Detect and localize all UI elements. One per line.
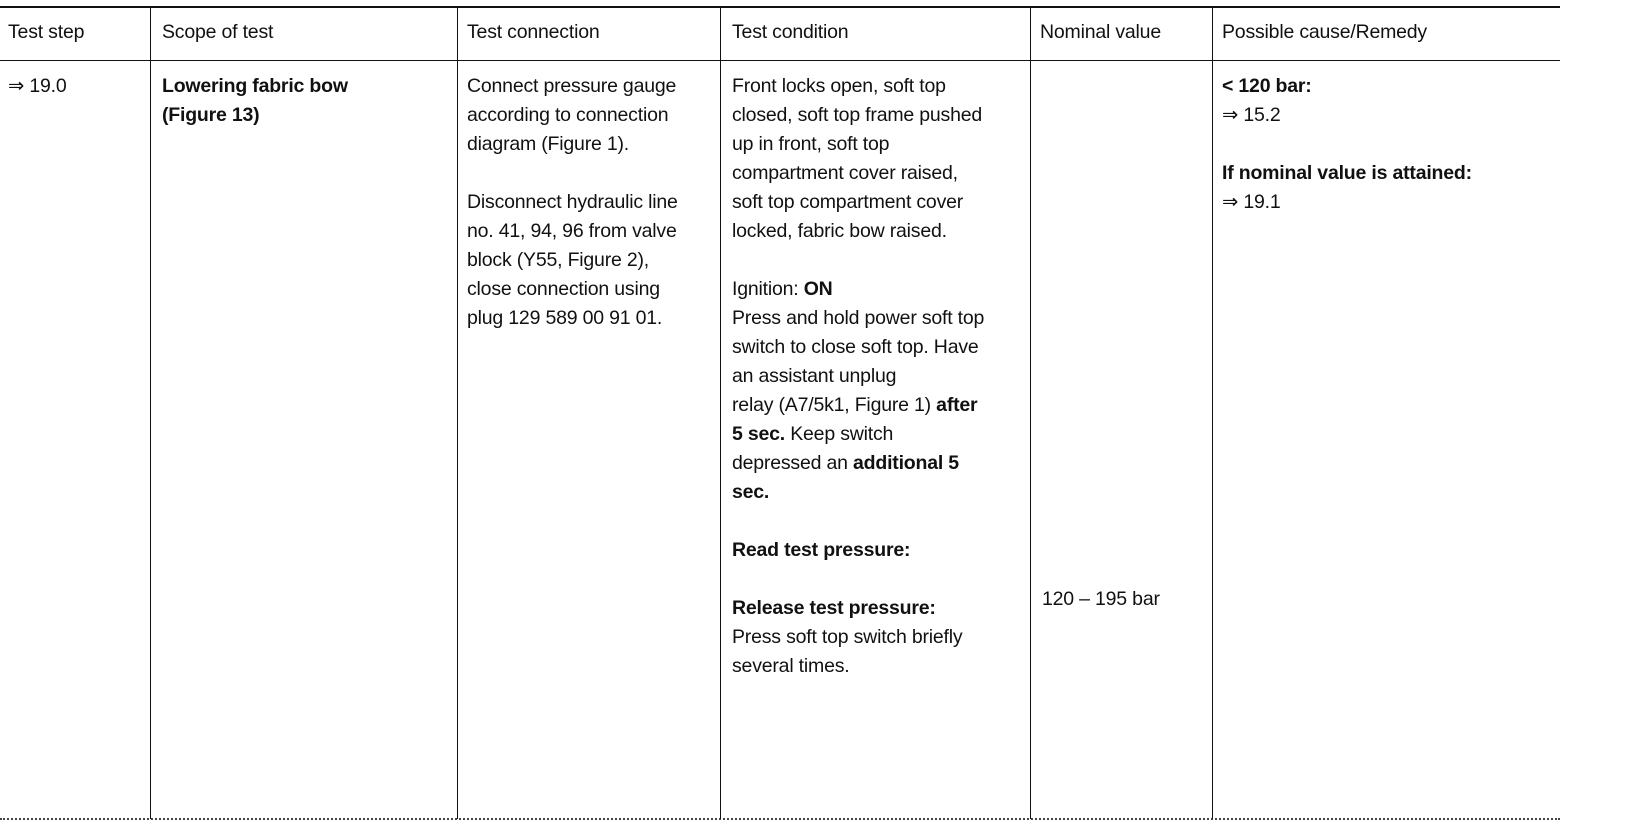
- connection-line: Connect pressure gauge: [467, 75, 677, 97]
- depressed-text: depressed an: [732, 452, 853, 474]
- column-divider: [720, 7, 721, 819]
- condition-line: several times.: [732, 655, 850, 677]
- remedy-cell: [1222, 72, 1472, 217]
- table-bottom-dotted-rule: [0, 818, 1560, 820]
- header-test-condition: Test condition: [732, 21, 849, 43]
- after-emphasis: after: [936, 394, 978, 416]
- connection-line: close connection using: [467, 278, 660, 300]
- ignition-label: Ignition:: [732, 278, 804, 300]
- header-divider-rule: [0, 60, 1560, 61]
- header-test-connection: Test connection: [467, 21, 600, 43]
- connection-line: plug 129 589 00 91 01.: [467, 307, 663, 329]
- condition-line: Front locks open, soft top: [732, 75, 946, 97]
- connection-line: diagram (Figure 1).: [467, 133, 630, 155]
- scope-figure-ref: (Figure 13): [162, 104, 260, 126]
- connection-line: Disconnect hydraulic line: [467, 191, 678, 213]
- remedy-low-target: ⇒ 15.2: [1222, 104, 1281, 126]
- five-sec-line: [732, 420, 984, 449]
- condition-line: soft top compartment cover: [732, 191, 964, 213]
- remedy-low-label: < 120 bar:: [1222, 75, 1312, 97]
- ignition-line: [732, 275, 984, 304]
- connection-line: block (Y55, Figure 2),: [467, 249, 650, 271]
- depressed-line: [732, 449, 984, 478]
- column-divider: [1030, 7, 1031, 819]
- header-nominal-value: Nominal value: [1040, 21, 1161, 43]
- relay-text: relay (A7/5k1, Figure 1): [732, 394, 937, 416]
- additional-emphasis: additional 5: [853, 452, 959, 474]
- connection-line: no. 41, 94, 96 from valve: [467, 220, 677, 242]
- nominal-value: 120 – 195 bar: [1042, 588, 1160, 610]
- condition-line: an assistant unplug: [732, 365, 897, 387]
- condition-line: locked, fabric bow raised.: [732, 220, 947, 242]
- scope-title: Lowering fabric bow: [162, 75, 348, 97]
- sec-emphasis: sec.: [732, 481, 770, 503]
- condition-line: up in front, soft top: [732, 133, 890, 155]
- keep-switch-text: Keep switch: [785, 423, 894, 445]
- column-divider: [457, 7, 458, 819]
- column-divider: [150, 7, 151, 819]
- connection-line: according to connection: [467, 104, 669, 126]
- remedy-attained-label: If nominal value is attained:: [1222, 162, 1472, 184]
- condition-line: closed, soft top frame pushed: [732, 104, 983, 126]
- condition-line: Press and hold power soft top: [732, 307, 985, 329]
- condition-line: Press soft top switch briefly: [732, 626, 963, 648]
- remedy-attained-target: ⇒ 19.1: [1222, 191, 1281, 213]
- read-test-pressure: Read test pressure:: [732, 539, 911, 561]
- five-sec-emphasis: 5 sec.: [732, 423, 786, 445]
- header-test-step: Test step: [8, 21, 85, 43]
- relay-line: [732, 391, 984, 420]
- table-top-rule: [0, 6, 1560, 8]
- header-scope-of-test: Scope of test: [162, 21, 274, 43]
- condition-line: switch to close soft top. Have: [732, 336, 979, 358]
- test-connection-cell: [467, 72, 678, 333]
- header-possible-cause-remedy: Possible cause/Remedy: [1222, 21, 1427, 43]
- column-divider: [1212, 7, 1213, 819]
- ignition-value: ON: [803, 278, 833, 300]
- test-step-value: ⇒ 19.0: [8, 75, 67, 97]
- test-condition-cell: [732, 72, 984, 681]
- release-test-pressure: Release test pressure:: [732, 597, 936, 619]
- scope-of-test-cell: [162, 72, 348, 130]
- condition-line: compartment cover raised,: [732, 162, 958, 184]
